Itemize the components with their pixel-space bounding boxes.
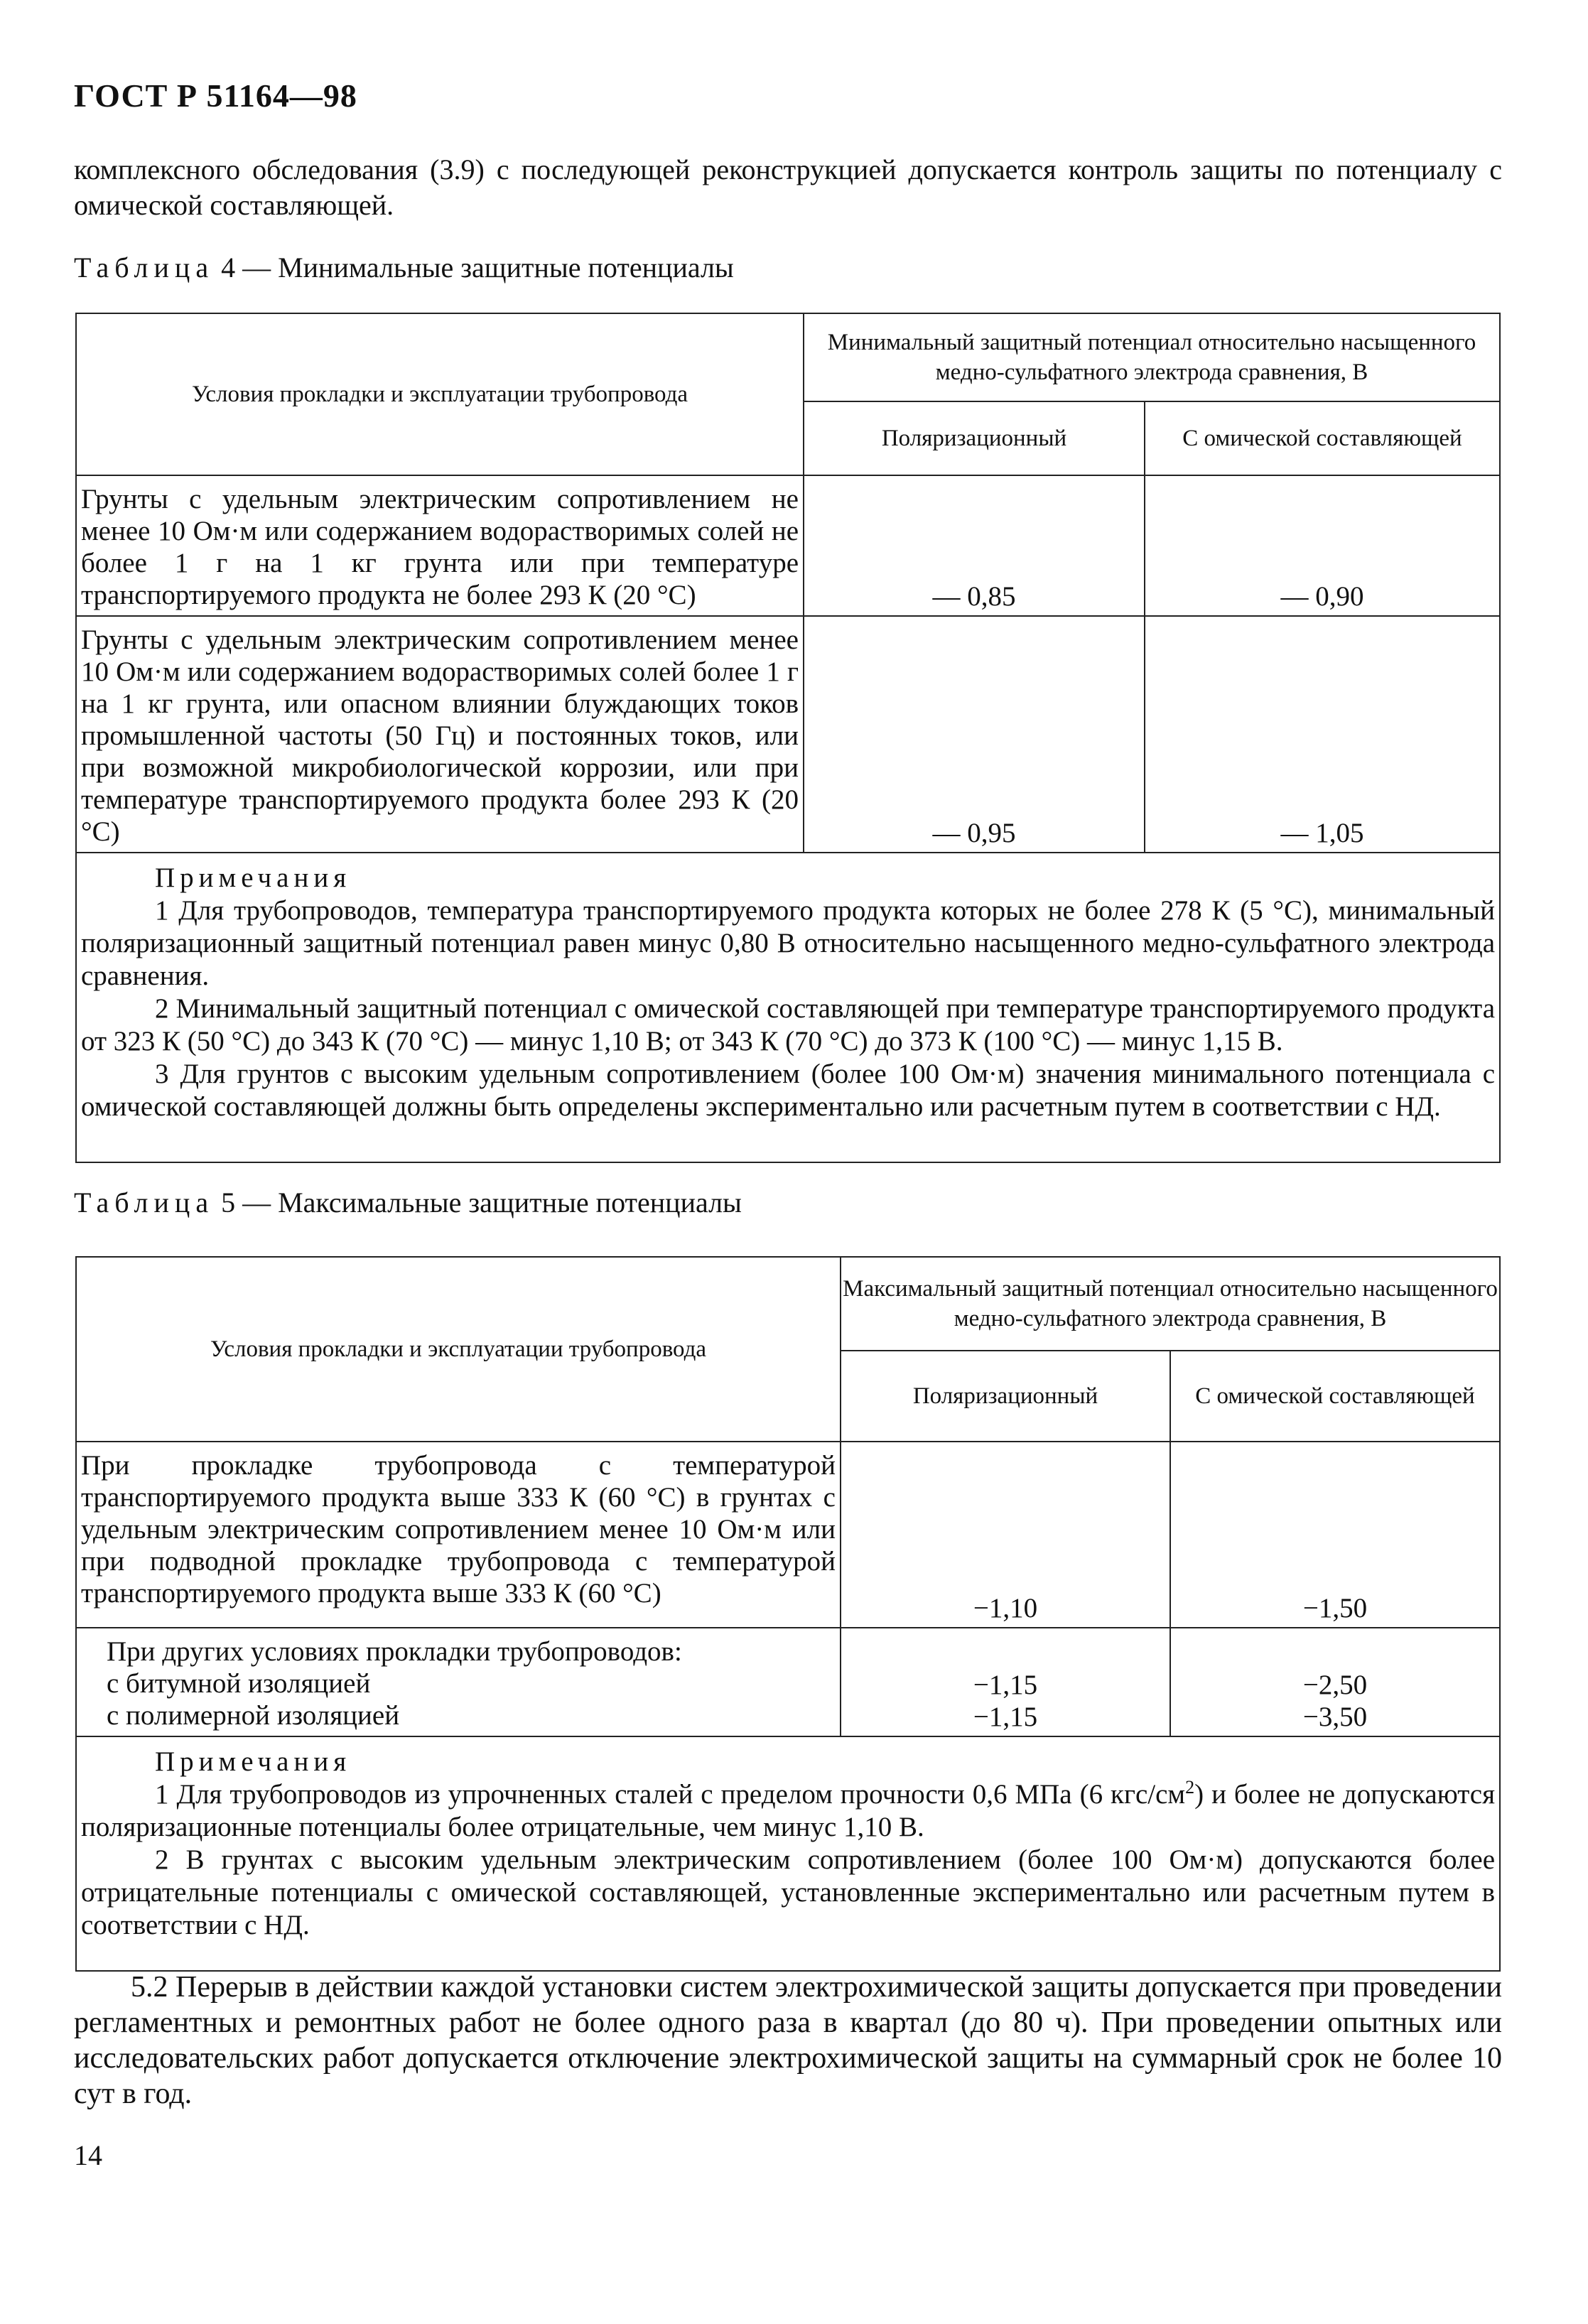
table5 [75,1256,1501,1972]
table5-row2-ohmic-bitumen: −2,50 [1302,1670,1368,1700]
table4-caption-title: 4 — Минимальные защитные потенциалы [221,252,734,283]
table4-note-3: 3 Для грунтов с высоким удельным сопротивлением (более 100 Ом·м) значения минимального потенциала с омической составляющей должны быть определены экспериментально или расчетным путем в соответствии с НД. [81,1059,1496,1122]
page-number: 14 [74,2139,102,2171]
table4-header-potential: Минимальный защитный потенциал относительно насыщенного медно-сульфатного электрода сравнения, В [804,313,1500,401]
table5-note-1-text: 1 Для трубопроводов из упрочненных сталей с пределом прочности 0,6 МПа (6 кгс/см [155,1779,1186,1810]
table5-row2-polarization-polymer: −1,15 [973,1702,1038,1732]
table5-note-1-superscript: 2 [1185,1777,1195,1798]
table5-row2-polarization-bitumen: −1,15 [973,1670,1038,1700]
table5-notes-title: Примечания [155,1746,352,1777]
table-row [76,616,1500,853]
table5-caption-word: Таблица [74,1187,215,1218]
table5-note-1-text-end: ) и более не допускаются поляризационные потенциалы более отрицательные, чем минус 1,10 В. [81,1779,1496,1842]
table4-notes [76,853,1500,1162]
section-5-2-paragraph: 5.2 Перерыв в действии каждой установки систем электрохимической защиты допускается при проведении регламентных и ремонтных работ не более одного раза в квартал (до 80 ч). При проведении опытных или исследовательских работ допускается отключение электрохимической защиты на суммарный срок не более 10 сут в год. [74,1971,1502,2110]
table-row [76,475,1500,616]
table5-note-2: 2 В грунтах с высоким удельным электрическим сопротивлением (более 100 Ом·м) допускаются более отрицательные потенциалы с омической составляющей, установленные экспериментально или расчетным путем в соответствии с НД. [81,1844,1496,1940]
table4-note-1: 1 Для трубопроводов, температура транспортируемого продукта которых не более 278 К (5 °С), минимальный поляризационный защитный потенциал равен минус 0,80 В относительно насыщенного медно-сульфатного электрода сравнения. [81,895,1496,991]
table4-row1-polarization: — 0,85 [804,475,1145,616]
table5-row2-polarization [841,1628,1170,1736]
table5-row1-polarization: −1,10 [841,1442,1170,1628]
table4-row1-condition: Грунты с удельным электрическим сопротивлением не менее 10 Ом·м или содержанием водорастворимых солей не более 1 г на 1 кг грунта или при температуре транспортируемого продукта не более 293 К (20 °С) [76,475,804,616]
intro-paragraph: комплексного обследования (3.9) с последующей реконструкцией допускается контроль защиты по потенциалу с омической составляющей. [74,153,1502,221]
table5-header-condition: Условия прокладки и эксплуатации трубопровода [76,1257,841,1442]
table4 [75,313,1501,1163]
table4-row2-condition: Грунты с удельным электрическим сопротивлением менее 10 Ом·м или содержанием водорастворимых солей более 1 г на 1 кг грунта, или опасном влиянии блуждающих токов промышленной частоты (50 Гц) и постоянных токов, или при возможной микробиологической коррозии, или при температуре транспортируемого продукта более 293 К (20 °С) [76,616,804,853]
table5-caption [74,1185,742,1221]
table5-row1-condition: При прокладке трубопровода с температурой транспортируемого продукта выше 333 К (60 °С) в грунтах с удельным электрическим сопротивлением менее 10 Ом·м или при подводной прокладке трубопровода с температурой транспортируемого продукта выше 333 К (60 °С) [76,1442,841,1628]
standard-header: ГОСТ Р 51164—98 [74,77,357,114]
table5-caption-title: 5 — Максимальные защитные потенциалы [221,1187,742,1218]
table5-row2-ohmic [1170,1628,1500,1736]
table4-caption [74,250,734,286]
table5-note-1 [81,1778,1495,1844]
table5-row2-polymer: с полимерной изоляцией [107,1700,400,1731]
table5-header-polarization: Поляризационный [841,1351,1170,1442]
table5-row1-ohmic: −1,50 [1170,1442,1500,1628]
table5-row2-title: При других условиях прокладки трубопроводов: [107,1636,682,1667]
table5-notes [76,1736,1500,1971]
table4-row1-ohmic: — 0,90 [1145,475,1500,616]
table4-note-2: 2 Минимальный защитный потенциал с омической составляющей при температуре транспортируемого продукта от 323 К (50 °С) до 343 К (70 °С) — минус 1,10 В; от 343 К (70 °С) до 373 К (100 °С) — минус 1,15 В. [81,993,1496,1056]
table5-row2-condition [76,1628,841,1736]
table5-row2-ohmic-polymer: −3,50 [1302,1702,1368,1732]
table4-row2-polarization: — 0,95 [804,616,1145,853]
table4-caption-word: Таблица [74,252,215,283]
table4-row2-ohmic: — 1,05 [1145,616,1500,853]
table5-header-potential: Максимальный защитный потенциал относительно насыщенного медно-сульфатного электрода сравнения, В [841,1257,1500,1351]
table4-header-ohmic: С омической составляющей [1145,401,1500,475]
table4-header-condition: Условия прокладки и эксплуатации трубопровода [76,313,804,475]
table4-header-polarization: Поляризационный [804,401,1145,475]
table5-row2-bitumen: с битумной изоляцией [107,1668,371,1699]
table5-header-ohmic: С омической составляющей [1170,1351,1500,1442]
table-row [76,1628,1500,1736]
table-row [76,1442,1500,1628]
table4-notes-title: Примечания [155,863,352,893]
